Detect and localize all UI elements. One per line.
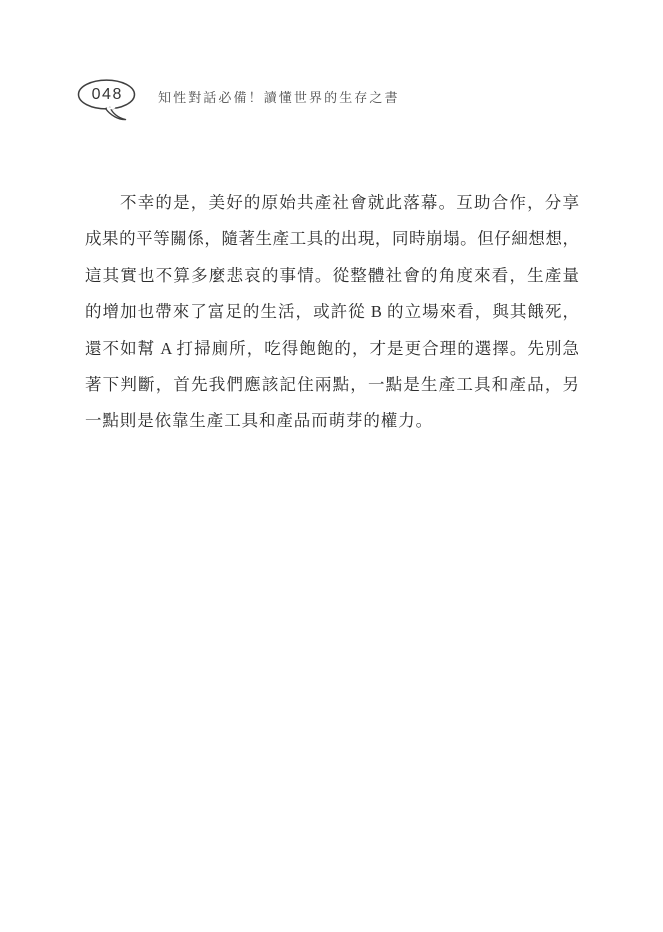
paragraph-line: 成果的平等關係，隨著生產工具的出現，同時崩塌。但仔細想想，	[85, 229, 579, 249]
paragraph-line: 一點則是依靠生產工具和產品而萌芽的權力。	[85, 411, 433, 431]
paragraph-line: 還不如幫 A 打掃廁所，吃得飽飽的，才是更合理的選擇。先別急	[85, 338, 579, 358]
body-paragraph	[85, 185, 579, 440]
paragraph-line: 這其實也不算多麼悲哀的事情。從整體社會的角度來看，生產量	[85, 265, 579, 285]
paragraph-line: 不幸的是，美好的原始共產社會就此落幕。互助合作，分享	[120, 193, 579, 212]
paragraph-line: 著下判斷，首先我們應該記住兩點，一點是生產工具和產品，另	[85, 374, 579, 394]
page-number: 048	[91, 86, 123, 103]
page-number-badge	[77, 79, 139, 123]
paragraph-line: 的增加也帶來了富足的生活，或許從 B 的立場來看，與其餓死，	[85, 302, 579, 322]
book-title: 知性對話必備！讀懂世界的生存之書	[158, 90, 400, 105]
page-header	[77, 79, 400, 123]
